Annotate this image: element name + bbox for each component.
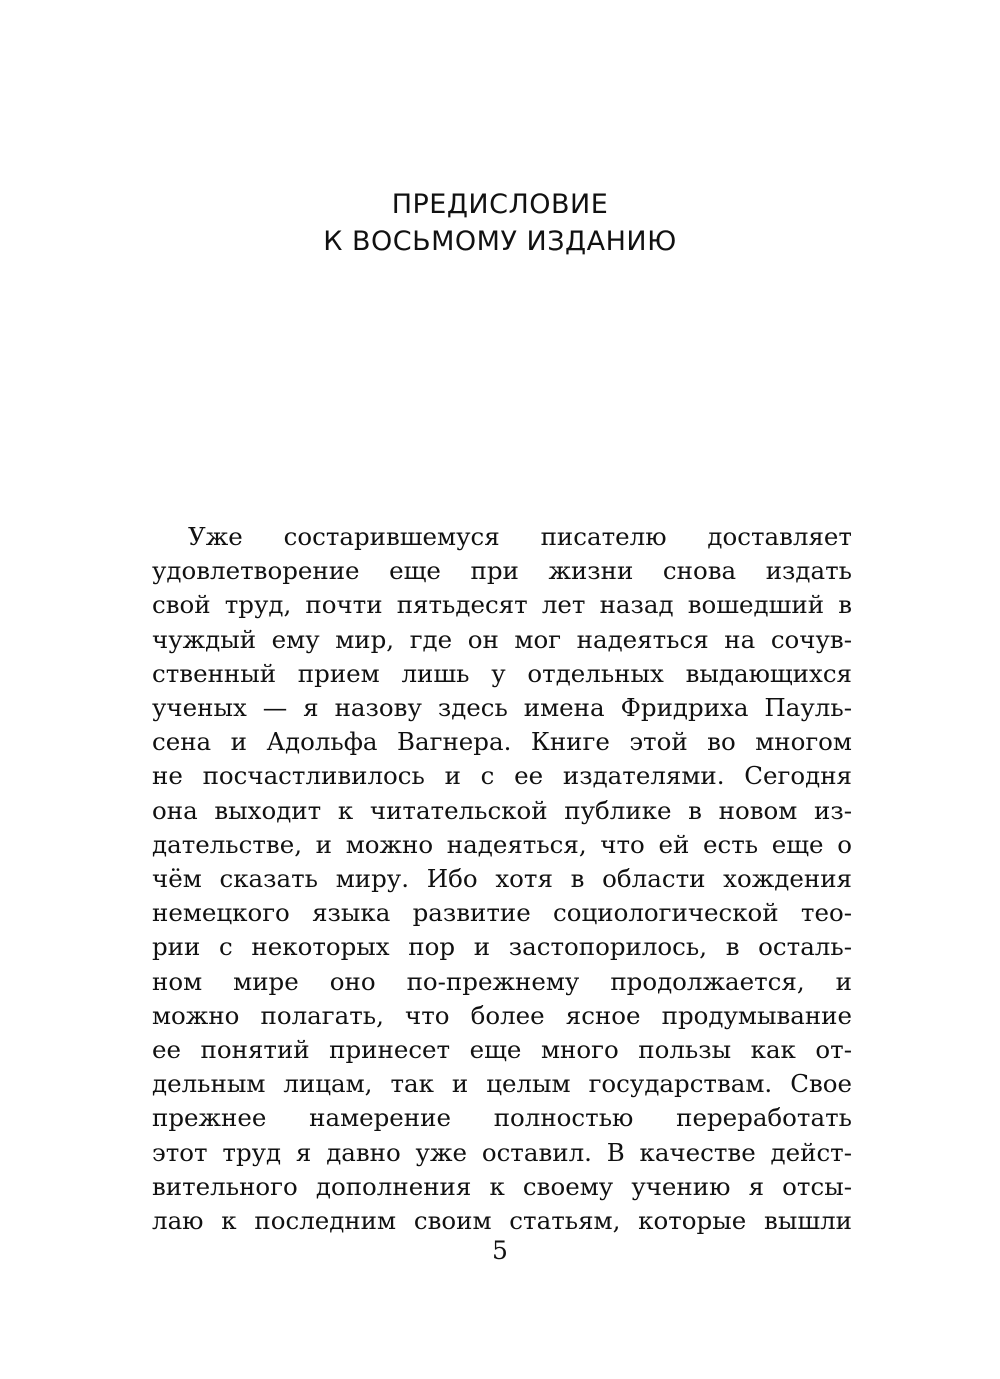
text-line: немецкого языка развитие социологической тео- [152, 898, 852, 928]
text-line: рии с некоторых пор и застопорилось, в осталь- [152, 932, 852, 962]
text-line: не посчастливилось и с ее издателями. Сегодня [152, 761, 852, 791]
text-line: ученых — я назову здесь имена Фридриха Пауль- [152, 693, 852, 723]
text-line: ее понятий принесет еще много пользы как от- [152, 1035, 852, 1065]
text-line: лаю к последним своим статьям, которые вышли [152, 1206, 852, 1236]
text-line: ном мире оно по-прежнему продолжается, и [152, 966, 852, 996]
body-paragraph [152, 520, 852, 1238]
text-line: сена и Адольфа Вагнера. Книге этой во многом [152, 727, 852, 757]
text-line: ственный прием лишь у отдельных выдающихся [152, 658, 852, 688]
text-line: дательстве, и можно надеяться, что ей есть еще о [152, 829, 852, 859]
text-line: чём сказать миру. Ибо хотя в области хождения [152, 864, 852, 894]
text-line: этот труд я давно уже оставил. В качестве дейст- [152, 1137, 852, 1167]
heading-line-2: К ВОСЬМОМУ ИЗДАНИЮ [323, 226, 677, 257]
heading-line-1: ПРЕДИСЛОВИЕ [391, 189, 609, 220]
text-line: чуждый ему мир, где он мог надеяться на сочув- [152, 624, 852, 654]
text-line: дельным лицам, так и целым государствам. Свое [152, 1069, 852, 1099]
text-line: удовлетворение еще при жизни снова издать [152, 556, 852, 586]
text-line: Уже состарившемуся писателю доставляет [188, 522, 852, 551]
text-line: можно полагать, что более ясное продумывание [152, 1000, 852, 1030]
chapter-heading [0, 186, 1000, 260]
text-line: она выходит к читательской публике в новом из- [152, 795, 852, 825]
text-line: вительного дополнения к своему учению я отсы- [152, 1171, 852, 1201]
page-number: 5 [492, 1236, 508, 1265]
text-line: свой труд, почти пятьдесят лет назад вошедший в [152, 590, 852, 620]
text-line: прежнее намерение полностью переработать [152, 1103, 852, 1133]
